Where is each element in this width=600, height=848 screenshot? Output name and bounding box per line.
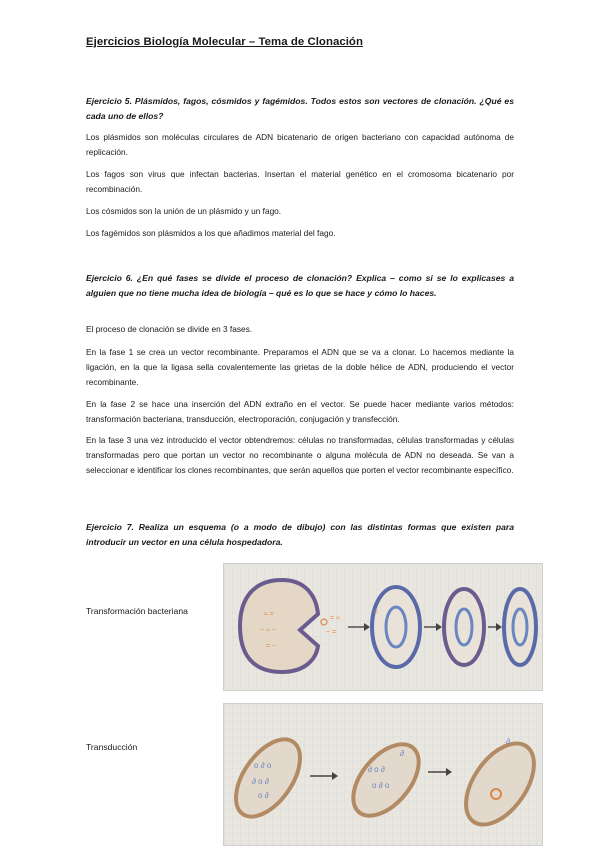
transduction-sketch [224, 704, 542, 845]
svg-text:~ =: ~ = [326, 629, 337, 636]
svg-text:o ∂: o ∂ [258, 791, 269, 800]
svg-text:o ∂ o: o ∂ o [372, 781, 390, 790]
transformation-sketch [224, 564, 542, 690]
svg-text:∂: ∂ [506, 737, 510, 746]
figure-label-transduction: Transducción [86, 742, 138, 752]
svg-text:∂ o ∂: ∂ o ∂ [368, 765, 385, 774]
transformation-drawing [223, 563, 543, 691]
bacterial-cell-2 [372, 587, 420, 667]
bacterial-cell-4 [504, 589, 536, 665]
bacterial-cell-open [240, 580, 318, 672]
exercise-6-paragraph-1: El proceso de clonación se divide en 3 fases. [86, 324, 253, 334]
svg-text:~ ≈ ~: ~ ≈ ~ [260, 627, 276, 634]
exercise-5-question: Ejercicio 5. Plásmidos, fagos, cósmidos y fagémidos. Todos estos son vectores de clonación. ¿Qué es cada uno de ellos? [86, 96, 514, 121]
svg-text:= ~: = ~ [266, 643, 277, 650]
exercise-6-paragraph-4: En la fase 3 una vez introducido el vector obtendremos: células no transformadas, células transformadas y células transformadas pero que portan un vector no recombinante o alguna molécula de ADN no deseada. Se van a seleccionar e identificar los clones recombinantes, que serán aquellos que porten el vector recombinante específico. [86, 435, 514, 475]
figure-label-transformation: Transformación bacteriana [86, 606, 188, 616]
document-title: Ejercicios Biología Molecular – Tema de Clonación [86, 36, 363, 48]
exercise-6-paragraph-3: En la fase 2 se hace una inserción del ADN extraño en el vector. Se puede hacer mediante varios métodos: transformación bacteriana, transducción, electroporación, conjugación y transfección. [86, 399, 514, 424]
exercise-6-paragraph-2: En la fase 1 se crea un vector recombinante. Preparamos el ADN que se va a clonar. Lo hacemos mediante la ligación, en la que la ligasa sella covalentemente las grietas de la doble hélice de ADN, produciendo el vector recombinante. [86, 347, 514, 387]
svg-text:=: = [374, 609, 379, 616]
bacterial-cell-3 [444, 589, 484, 665]
exercise-7-question: Ejercicio 7. Realiza un esquema (o a modo de dibujo) con las distintas formas que existen para introducir un vector en una célula hospedadora. [86, 522, 514, 547]
svg-text:o ∂ o: o ∂ o [254, 761, 272, 770]
transduction-drawing [223, 703, 543, 846]
svg-text:≈ =: ≈ = [264, 611, 274, 618]
exercise-5-paragraph-2: Los fagos son virus que infectan bacterias. Insertan el material genético en el cromosoma bicatenario por recombinación. [86, 169, 514, 194]
exercise-5-paragraph-4: Los fagémidos son plásmidos a los que añadimos material del fago. [86, 228, 336, 238]
exercise-5-paragraph-1: Los plásmidos son moléculas circulares de ADN bicatenario de origen bacteriano con capacidad autónoma de replicación. [86, 132, 514, 157]
exercise-5-paragraph-3: Los cósmidos son la unión de un plásmido y un fago. [86, 206, 282, 216]
svg-text:= ≈: = ≈ [330, 615, 340, 622]
svg-text:∂: ∂ [400, 749, 404, 758]
svg-text:∂ o ∂: ∂ o ∂ [252, 777, 269, 786]
exercise-6-question: Ejercicio 6. ¿En qué fases se divide el proceso de clonación? Explica – como si se lo explicases a alguien que no tiene mucha idea de biología – qué es lo que se hace y cómo lo haces. [86, 273, 514, 298]
